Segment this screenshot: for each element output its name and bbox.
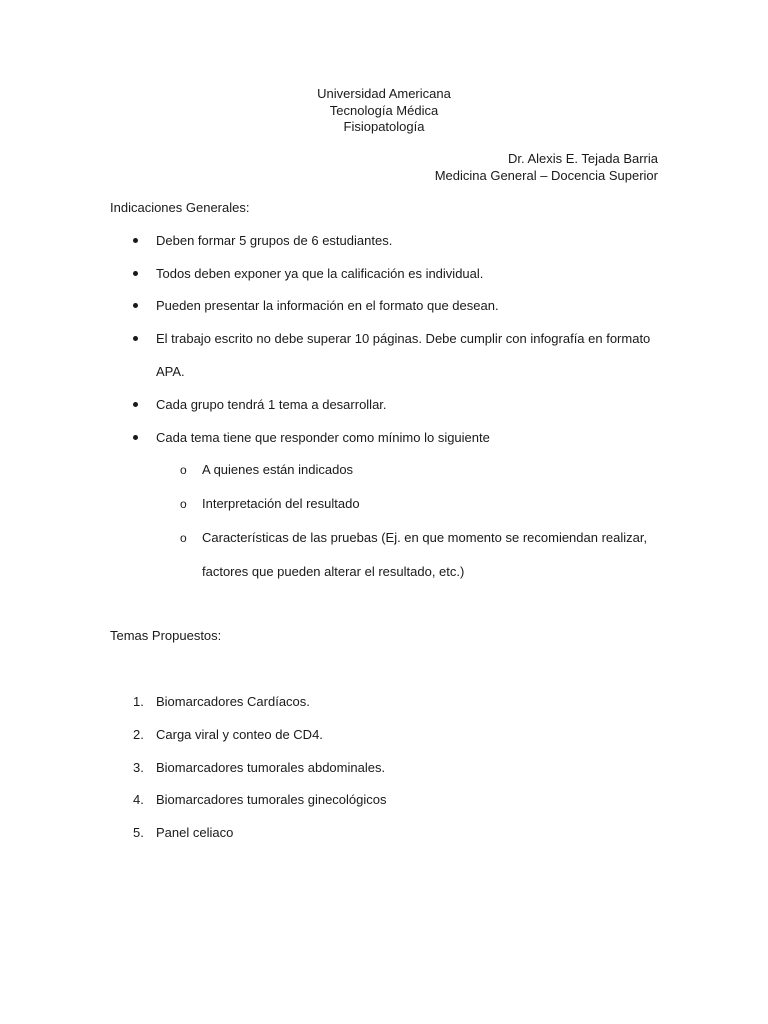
- list-number: 3.: [133, 760, 144, 775]
- tema-item: Biomarcadores Cardíacos.: [156, 694, 310, 709]
- document-header: [0, 86, 768, 136]
- sub-item: Interpretación del resultado: [202, 496, 360, 511]
- sub-item: A quienes están indicados: [202, 462, 354, 477]
- sub-item: Características de las pruebas (Ej. en que momento se recomiendan realizar,: [202, 530, 648, 545]
- indicaciones-heading: Indicaciones Generales:: [110, 200, 250, 215]
- tema-item: Biomarcadores tumorales ginecológicos: [156, 792, 387, 807]
- sub-bullet-icon: o: [180, 531, 187, 545]
- tema-item: Biomarcadores tumorales abdominales.: [156, 760, 386, 775]
- sub-bullet-icon: o: [180, 497, 187, 511]
- temas-heading: Temas Propuestos:: [110, 628, 222, 643]
- bullet-icon: [133, 238, 138, 243]
- list-number: 4.: [133, 792, 144, 807]
- sub-bullet-icon: o: [180, 463, 187, 477]
- author-title: Medicina General – Docencia Superior: [434, 167, 658, 183]
- bullet-item: Deben formar 5 grupos de 6 estudiantes.: [156, 233, 393, 248]
- program-name: Tecnología Médica: [329, 102, 439, 118]
- bullet-item: Cada grupo tendrá 1 tema a desarrollar.: [156, 397, 387, 412]
- author-block: [300, 151, 658, 184]
- bullet-item: Todos deben exponer ya que la calificación es individual.: [156, 266, 484, 281]
- tema-item: Carga viral y conteo de CD4.: [156, 727, 323, 742]
- bullet-icon: [133, 435, 138, 440]
- bullet-item: Pueden presentar la información en el formato que desean.: [156, 298, 499, 313]
- list-number: 1.: [133, 694, 144, 709]
- course-name: Fisiopatología: [343, 119, 425, 134]
- university-name: Universidad Americana: [317, 86, 451, 101]
- sub-item-continuation: factores que pueden alterar el resultado, etc.): [202, 564, 465, 579]
- list-number: 2.: [133, 727, 144, 742]
- bullet-item-continuation: APA.: [156, 364, 185, 379]
- bullet-icon: [133, 271, 138, 276]
- bullet-item: El trabajo escrito no debe superar 10 páginas. Debe cumplir con infografía en formato: [156, 331, 651, 346]
- bullet-icon: [133, 336, 138, 341]
- bullet-icon: [133, 402, 138, 407]
- author-name: Dr. Alexis E. Tejada Barria: [507, 151, 658, 166]
- bullet-icon: [133, 303, 138, 308]
- bullet-item: Cada tema tiene que responder como mínimo lo siguiente: [156, 430, 490, 445]
- tema-item: Panel celiaco: [156, 825, 234, 840]
- list-number: 5.: [133, 825, 144, 840]
